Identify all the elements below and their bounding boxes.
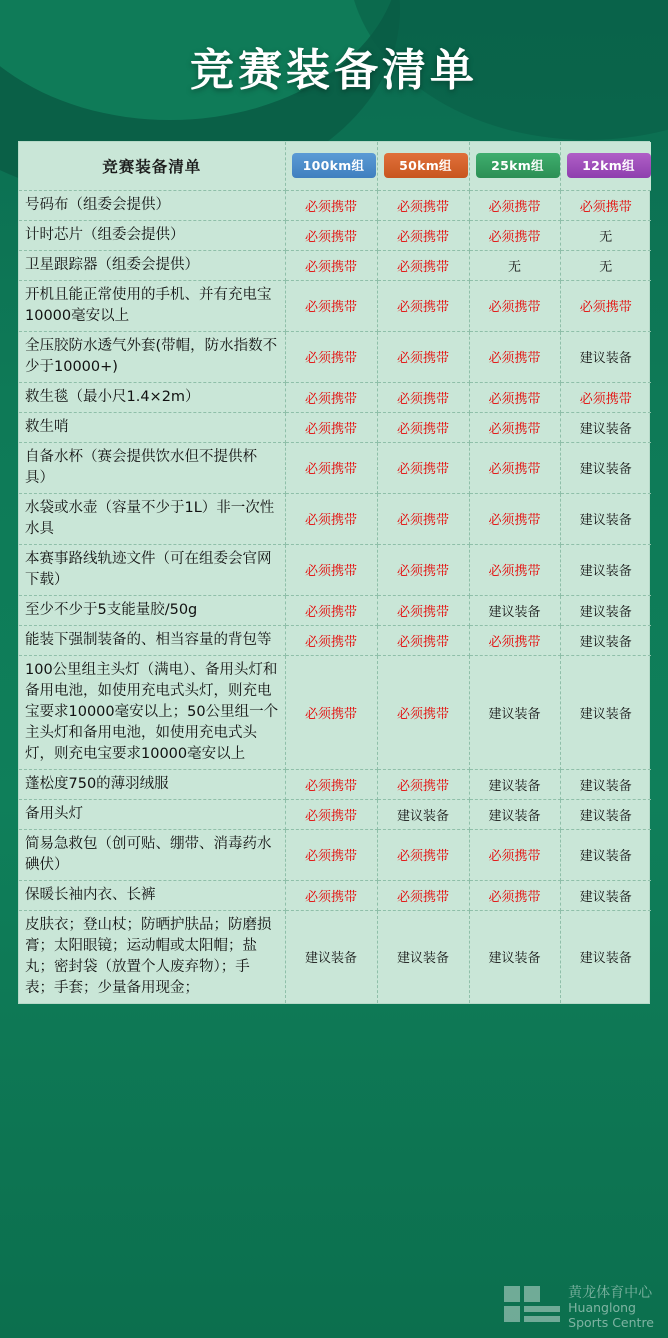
equipment-requirement-cell: 必须携带 — [469, 382, 560, 412]
equipment-item-label: 卫星跟踪器（组委会提供） — [19, 250, 285, 280]
table-row — [19, 250, 651, 280]
equipment-requirement-cell: 必须携带 — [469, 493, 560, 544]
equipment-item-label: 至少不少于5支能量胶/50g — [19, 595, 285, 625]
equipment-requirement-cell: 建议装备 — [560, 595, 651, 625]
watermark-en-line1: Huanglong — [568, 1300, 636, 1316]
equipment-requirement-cell: 必须携带 — [469, 190, 560, 220]
equipment-item-label: 号码布（组委会提供） — [19, 190, 285, 220]
equipment-requirement-cell: 必须携带 — [285, 625, 377, 655]
equipment-item-label: 救生毯（最小尺1.4×2m） — [19, 382, 285, 412]
table-row — [19, 625, 651, 655]
equipment-requirement-cell: 必须携带 — [285, 880, 377, 910]
equipment-requirement-cell: 建议装备 — [469, 910, 560, 1003]
equipment-requirement-cell: 建议装备 — [469, 595, 560, 625]
equipment-requirement-cell: 建议装备 — [560, 544, 651, 595]
equipment-requirement-cell: 必须携带 — [285, 190, 377, 220]
equipment-requirement-cell: 必须携带 — [377, 442, 469, 493]
equipment-requirement-cell: 建议装备 — [560, 829, 651, 880]
table-header-row — [19, 142, 651, 190]
table-header-title: 竞赛装备清单 — [102, 157, 202, 176]
equipment-requirement-cell: 建议装备 — [560, 880, 651, 910]
equipment-requirement-cell: 必须携带 — [469, 220, 560, 250]
equipment-requirement-cell: 必须携带 — [377, 769, 469, 799]
table-row — [19, 829, 651, 880]
equipment-requirement-cell: 必须携带 — [469, 829, 560, 880]
equipment-requirement-cell: 必须携带 — [285, 382, 377, 412]
group-header-100km — [285, 142, 377, 190]
equipment-requirement-cell: 建议装备 — [469, 769, 560, 799]
equipment-item-label: 自备水杯（赛会提供饮水但不提供杯具） — [19, 442, 285, 493]
watermark-text — [568, 1285, 654, 1330]
group-header-50km — [377, 142, 469, 190]
group-header-25km — [469, 142, 560, 190]
group-chip-100km: 100km组 — [292, 153, 376, 178]
equipment-requirement-cell: 建议装备 — [560, 493, 651, 544]
table-row — [19, 382, 651, 412]
equipment-requirement-cell: 必须携带 — [560, 190, 651, 220]
equipment-requirement-cell: 必须携带 — [377, 655, 469, 769]
equipment-item-label: 开机且能正常使用的手机、并有充电宝10000毫安以上 — [19, 280, 285, 331]
equipment-item-label: 救生哨 — [19, 412, 285, 442]
equipment-requirement-cell: 必须携带 — [285, 280, 377, 331]
equipment-requirement-cell: 必须携带 — [285, 544, 377, 595]
page-title-wrap — [0, 34, 668, 98]
equipment-requirement-cell: 必须携带 — [377, 544, 469, 595]
table-row — [19, 595, 651, 625]
table-row — [19, 190, 651, 220]
equipment-item-label: 简易急救包（创可贴、绷带、消毒药水碘伏） — [19, 829, 285, 880]
equipment-requirement-cell: 必须携带 — [469, 280, 560, 331]
group-chip-50km: 50km组 — [384, 153, 468, 178]
equipment-requirement-cell: 必须携带 — [377, 382, 469, 412]
equipment-requirement-cell: 必须携带 — [377, 250, 469, 280]
equipment-item-label: 100公里组主头灯（满电）、备用头灯和备用电池，如使用充电式头灯，则充电宝要求10000毫安以上；50公里组一个主头灯和备用电池，如使用充电式头灯，则充电宝要求10000毫安以上 — [19, 655, 285, 769]
equipment-requirement-cell: 必须携带 — [285, 331, 377, 382]
equipment-requirement-cell: 建议装备 — [469, 799, 560, 829]
equipment-requirement-cell: 必须携带 — [377, 190, 469, 220]
group-chip-12km: 12km组 — [567, 153, 651, 178]
table-row — [19, 544, 651, 595]
table-row — [19, 910, 651, 1003]
equipment-requirement-cell: 必须携带 — [285, 493, 377, 544]
equipment-requirement-cell: 必须携带 — [377, 331, 469, 382]
equipment-requirement-cell: 必须携带 — [377, 412, 469, 442]
equipment-requirement-cell: 必须携带 — [285, 655, 377, 769]
equipment-requirement-cell: 必须携带 — [469, 625, 560, 655]
equipment-item-label: 全压胶防水透气外套(带帽，防水指数不少于10000+) — [19, 331, 285, 382]
equipment-requirement-cell: 必须携带 — [285, 829, 377, 880]
equipment-requirement-cell: 建议装备 — [560, 331, 651, 382]
equipment-requirement-cell: 必须携带 — [560, 382, 651, 412]
equipment-requirement-cell: 建议装备 — [579, 951, 632, 967]
table-row — [19, 280, 651, 331]
equipment-item-label: 皮肤衣；登山杖；防晒护肤品；防磨损膏；太阳眼镜；运动帽或太阳帽；盐丸；密封袋（放置个人废弃物）；手表；手套；少量备用现金； — [19, 910, 285, 1003]
table-row — [19, 880, 651, 910]
equipment-requirement-cell: 建议装备 — [285, 910, 377, 1003]
equipment-item-label: 计时芯片（组委会提供） — [19, 220, 285, 250]
equipment-item-label: 本赛事路线轨迹文件（可在组委会官网下载） — [19, 544, 285, 595]
table-row — [19, 442, 651, 493]
equipment-requirement-cell: 建议装备 — [469, 655, 560, 769]
equipment-item-label: 备用头灯 — [19, 799, 285, 829]
equipment-requirement-cell: 必须携带 — [285, 799, 377, 829]
equipment-requirement-cell: 建议装备 — [560, 655, 651, 769]
equipment-requirement-cell: 必须携带 — [285, 769, 377, 799]
table-row — [19, 412, 651, 442]
table-row — [19, 331, 651, 382]
table-row — [19, 493, 651, 544]
equipment-table — [19, 142, 651, 1003]
equipment-requirement-cell: 必须携带 — [377, 880, 469, 910]
group-header-12km — [560, 142, 651, 190]
equipment-requirement-cell: 必须携带 — [285, 412, 377, 442]
equipment-requirement-cell: 必须携带 — [377, 493, 469, 544]
equipment-requirement-cell: 无 — [469, 250, 560, 280]
equipment-table-card — [18, 141, 650, 1004]
equipment-item-label: 能装下强制装备的、相当容量的背包等 — [19, 625, 285, 655]
huanglong-logo-icon — [504, 1286, 558, 1330]
equipment-requirement-cell: 必须携带 — [377, 595, 469, 625]
equipment-requirement-cell: 必须携带 — [377, 280, 469, 331]
equipment-requirement-cell: 建议装备 — [560, 412, 651, 442]
equipment-requirement-cell: 必须携带 — [469, 442, 560, 493]
equipment-requirement-cell: 必须携带 — [285, 250, 377, 280]
equipment-item-label: 蓬松度750的薄羽绒服 — [19, 769, 285, 799]
watermark-en-line2: Sports Centre — [568, 1314, 654, 1330]
equipment-requirement-cell: 必须携带 — [377, 829, 469, 880]
table-row — [19, 799, 651, 829]
equipment-requirement-cell: 必须携带 — [469, 412, 560, 442]
equipment-table-body — [19, 190, 651, 1003]
equipment-requirement-cell: 建议装备 — [560, 769, 651, 799]
equipment-requirement-cell: 必须携带 — [377, 220, 469, 250]
equipment-requirement-cell: 必须携带 — [469, 544, 560, 595]
equipment-requirement-cell: 无 — [560, 220, 651, 250]
equipment-requirement-cell: 建议装备 — [560, 799, 651, 829]
equipment-requirement-cell: 建议装备 — [377, 910, 469, 1003]
equipment-requirement-cell: 无 — [560, 250, 651, 280]
equipment-requirement-cell: 必须携带 — [285, 442, 377, 493]
group-chip-25km: 25km组 — [476, 153, 560, 178]
equipment-requirement-cell: 建议装备 — [377, 799, 469, 829]
table-header-title-cell — [19, 142, 285, 190]
equipment-requirement-cell: 必须携带 — [469, 331, 560, 382]
equipment-item-label: 水袋或水壶（容量不少于1L）非一次性水具 — [19, 493, 285, 544]
watermark — [504, 1285, 654, 1330]
equipment-requirement-cell: 建议装备 — [560, 625, 651, 655]
table-row — [19, 655, 651, 769]
equipment-requirement-cell: 必须携带 — [285, 595, 377, 625]
equipment-requirement-cell: 必须携带 — [377, 625, 469, 655]
equipment-requirement-cell: 必须携带 — [560, 280, 651, 331]
equipment-requirement-cell: 必须携带 — [469, 880, 560, 910]
equipment-item-label: 保暖长袖内衣、长裤 — [19, 880, 285, 910]
watermark-cn: 黄龙体育中心 — [568, 1285, 653, 1302]
equipment-requirement-cell: 建议装备 — [560, 442, 651, 493]
page-title: 竞赛装备清单 — [190, 45, 478, 96]
table-row — [19, 769, 651, 799]
table-row — [19, 220, 651, 250]
equipment-requirement-cell: 必须携带 — [285, 220, 377, 250]
